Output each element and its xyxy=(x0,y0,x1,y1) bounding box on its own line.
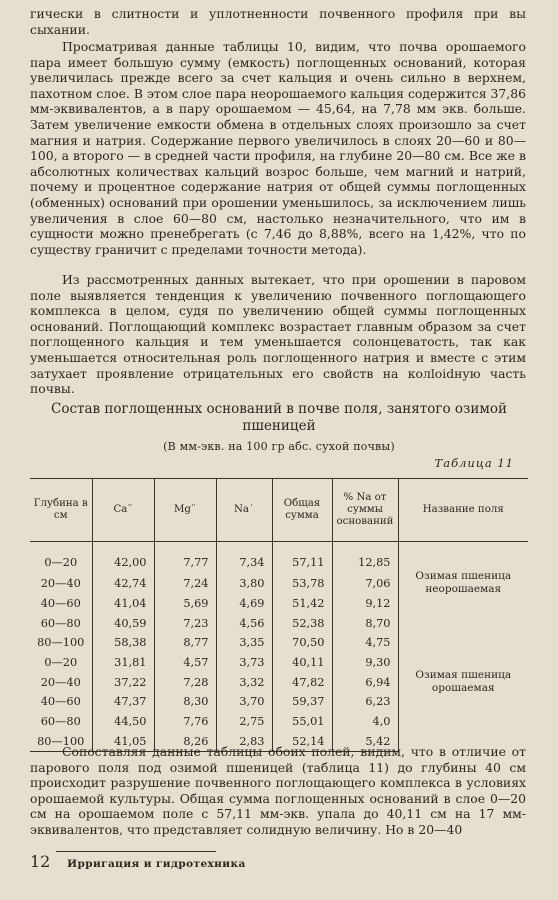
cell-na-percent: 6,23 xyxy=(332,692,398,712)
cell-na: 3,70 xyxy=(216,692,272,712)
table-units: (В мм-экв. на 100 гр абс. сухой почвы) xyxy=(163,440,395,453)
cell-depth: 20—40 xyxy=(40,577,81,591)
cell-na-percent: 12,85 xyxy=(332,542,398,575)
cell-ca: 41,04 xyxy=(92,594,154,614)
cell-na: 3,35 xyxy=(216,633,272,653)
cell-na-percent: 5,42 xyxy=(332,732,398,752)
cell-na-percent: 4,0 xyxy=(332,712,398,732)
table-number: Таблица 11 xyxy=(434,456,514,470)
page-number: 12 xyxy=(30,852,51,871)
table-row xyxy=(30,653,528,673)
cell-na: 3,80 xyxy=(216,574,272,594)
cell-depth: 60—80 xyxy=(40,715,81,729)
cell-ca: 37,22 xyxy=(92,672,154,692)
cell-na-percent: 6,94 xyxy=(332,672,398,692)
cell-na-percent: 8,70 xyxy=(332,613,398,633)
cell-mg: 7,76 xyxy=(154,712,216,732)
cell-ca: 47,37 xyxy=(92,692,154,712)
field-name-nonirrigated: Озимая пшеница неорошаемая xyxy=(398,542,528,653)
table-caption: Состав поглощенных оснований в почве поля, занятого озимой пшеницей xyxy=(50,401,507,434)
cell-total: 57,11 xyxy=(272,542,332,575)
cell-ca: 58,38 xyxy=(92,633,154,653)
paragraph-comparison: Сопоставляя данные таблицы обоих полей, видим, что в отличие от парового поля под озимой пшеницей (таблица 11) до глубины 40 см происходит разрушение почвенного поглощающего комплекса в условиях орошаемой культуры. Общая сумма поглощенных оснований в слое 0—20 см на орошаемом поле с 57,11 мм-экв. упала до 40,11 см на 17 мм-эквивалентов, что представляет солидную величину. Но в 20—40 xyxy=(30,744,526,837)
cell-ca: 44,50 xyxy=(92,712,154,732)
header-total: Общая сумма xyxy=(272,479,332,542)
table-header-row xyxy=(30,479,528,542)
header-na: Na˙ xyxy=(216,479,272,542)
cell-total: 52,14 xyxy=(272,732,332,752)
paragraph-continued: гически в слитности и уплотненности почвенного профиля при вы сыхании. xyxy=(30,6,526,37)
cell-total: 53,78 xyxy=(272,574,332,594)
cell-mg: 8,30 xyxy=(154,692,216,712)
cell-mg: 7,24 xyxy=(154,574,216,594)
cell-na: 3,73 xyxy=(216,653,272,673)
cell-na: 4,69 xyxy=(216,594,272,614)
cell-mg: 7,23 xyxy=(154,613,216,633)
cell-mg: 8,77 xyxy=(154,633,216,653)
cell-ca: 42,74 xyxy=(92,574,154,594)
cell-ca: 41,05 xyxy=(92,732,154,752)
data-table xyxy=(30,478,528,752)
cell-na-percent: 7,06 xyxy=(332,574,398,594)
header-field-name: Название поля xyxy=(398,479,528,542)
paragraph-conclusion: Из рассмотренных данных вытекает, что при орошении в паровом поле выявляется тенденция к увеличению почвенного поглощающего комплекса в целом, судя по увеличению общей суммы поглощенных оснований. Поглощающий комплекс возрастает главным образом за счет поглощенного кальция и тем уменьшается солонцеватость, так как уменьшается относительная роль поглощенного натрия и вместе с этим затухает проявление отрицательных его свойств на колloidную часть почвы. xyxy=(30,272,526,397)
field-name-irrigated: Озимая пшеница орошаемая xyxy=(398,653,528,752)
cell-depth: 80—100 xyxy=(30,732,92,752)
header-na-percent: % Na от суммы оснований xyxy=(332,479,398,542)
cell-total: 55,01 xyxy=(272,712,332,732)
table-row xyxy=(30,542,528,575)
journal-title: Ирригация и гидротехника xyxy=(67,858,246,870)
cell-na: 2,75 xyxy=(216,712,272,732)
cell-ca: 40,59 xyxy=(92,613,154,633)
cell-na-percent: 4,75 xyxy=(332,633,398,653)
page-footer xyxy=(30,852,246,871)
cell-total: 51,42 xyxy=(272,594,332,614)
cell-total: 70,50 xyxy=(272,633,332,653)
header-mg: Mg¨ xyxy=(154,479,216,542)
cell-total: 52,38 xyxy=(272,613,332,633)
cell-na: 4,56 xyxy=(216,613,272,633)
cell-na: 7,34 xyxy=(216,542,272,575)
cell-na-percent: 9,12 xyxy=(332,594,398,614)
cell-depth: 60—80 xyxy=(40,616,81,630)
cell-depth: 20—40 xyxy=(40,675,81,689)
cell-ca: 31,81 xyxy=(92,653,154,673)
cell-na: 2,83 xyxy=(216,732,272,752)
cell-depth: 80—100 xyxy=(37,636,85,650)
cell-depth: 40—60 xyxy=(40,597,81,611)
cell-mg: 4,57 xyxy=(154,653,216,673)
cell-mg: 5,69 xyxy=(154,594,216,614)
cell-depth: 0—20 xyxy=(44,555,78,569)
cell-total: 40,11 xyxy=(272,653,332,673)
header-depth: Глубина в см xyxy=(30,479,92,542)
cell-depth: 40—60 xyxy=(40,695,81,709)
paragraph-table10-analysis: Просматривая данные таблицы 10, видим, что почва орошаемого пара имеет большую сумму (емкость) поглощенных оснований, которая увеличилась прежде всего за счет кальция и очень сильно в верхнем, пахотном слое. В этом слое пара неорошаемого кальция содержится 37,86 мм-эквивалентов, а в пару орошаемом — 45,64, на 7,78 мм экв. больше. Затем увеличение емкости обмена в отдельных слоях произошло за счет магния и натрия. Содержание первого увеличилось в слоях 20—60 и 80—100, а второго — в средней части профиля, на глубине 20—80 см. Все же в абсолютных количествах кальций возрос больше, чем магний и натрий, почему и процентное содержание натрия от общей суммы поглощенных (обменных) оснований при орошении уменьшилось, за исключением лишь увеличения в слое 60—80 см, настолько незначительного, что им в сущности можно пренебрегать (с 7,46 до 8,88%, всего на 1,42%, что по существу граничит с пределами точности метода). xyxy=(30,39,526,257)
cell-ca: 42,00 xyxy=(92,542,154,575)
cell-total: 59,37 xyxy=(272,692,332,712)
cell-mg: 7,28 xyxy=(154,672,216,692)
cell-depth: 0—20 xyxy=(44,656,78,670)
header-ca: Ca¨ xyxy=(92,479,154,542)
cell-mg: 8,26 xyxy=(154,732,216,752)
cell-na-percent: 9,30 xyxy=(332,653,398,673)
cell-mg: 7,77 xyxy=(154,542,216,575)
cell-na: 3,32 xyxy=(216,672,272,692)
cell-total: 47,82 xyxy=(272,672,332,692)
